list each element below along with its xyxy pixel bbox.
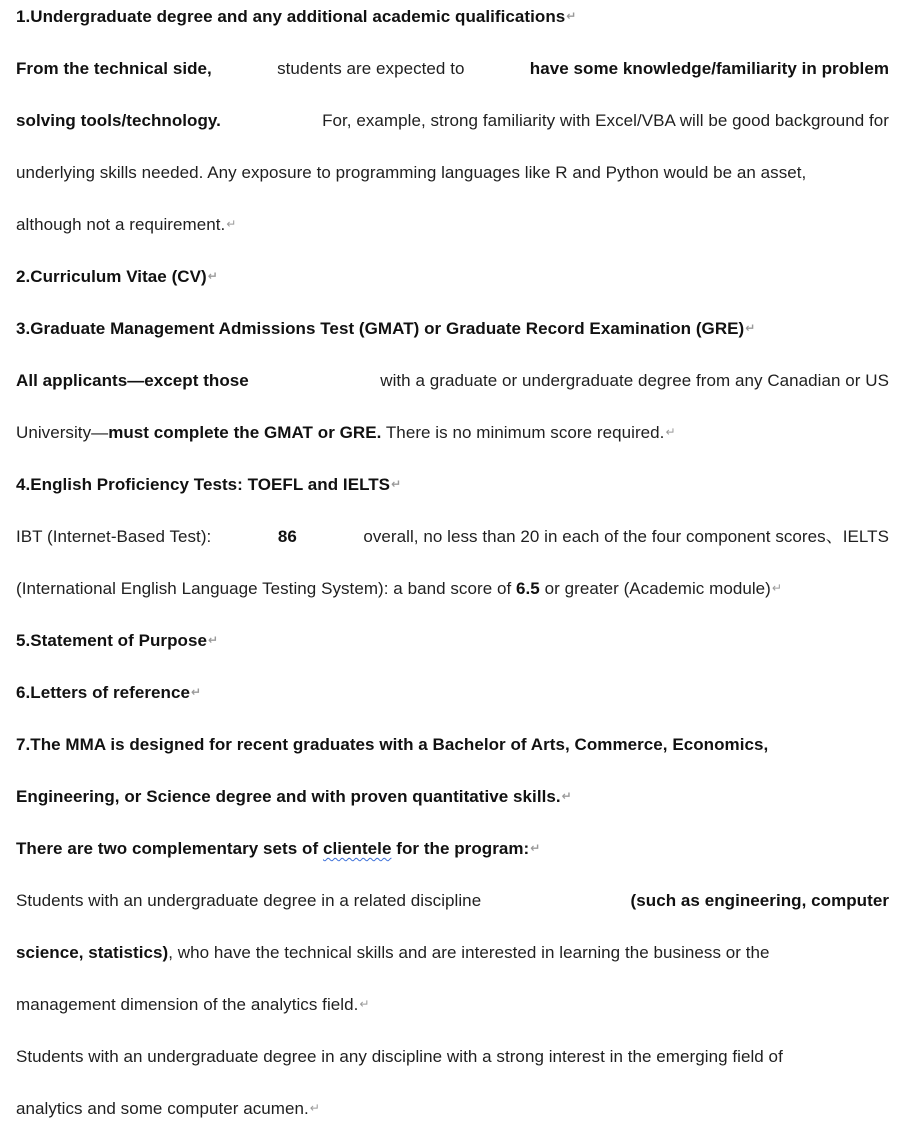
technical-side-paragraph-line4: although not a requirement.↵ xyxy=(16,215,237,234)
heading-curriculum-vitae: 2.Curriculum Vitae (CV)↵ xyxy=(16,267,218,286)
heading-letters-of-reference: 6.Letters of reference↵ xyxy=(16,683,202,702)
technical-side-paragraph-line3: underlying skills needed. Any exposure to programming languages like R and Python would be an asset, xyxy=(16,163,807,182)
clientele-two-line2: analytics and some computer acumen.↵ xyxy=(16,1099,320,1118)
clientele-one-line1: Students with an undergraduate degree in a related discipline (such as engineering, computer xyxy=(16,891,889,910)
paragraph-mark-icon: ↵ xyxy=(207,269,218,283)
paragraph-mark-icon: ↵ xyxy=(309,1101,320,1115)
paragraph-mark-icon: ↵ xyxy=(665,425,676,439)
paragraph-mark-icon: ↵ xyxy=(745,321,756,335)
spellcheck-word-clientele[interactable]: clientele xyxy=(322,839,392,858)
toefl-requirement-line1: IBT (Internet-Based Test): 86 overall, no less than 20 in each of the four component scores、IELTS xyxy=(16,527,889,546)
mma-designed-line1: 7.The MMA is designed for recent graduates with a Bachelor of Arts, Commerce, Economics, xyxy=(16,735,769,754)
paragraph-mark-icon: ↵ xyxy=(561,789,572,803)
clientele-two-line1: Students with an undergraduate degree in any discipline with a strong interest in the emerging field of xyxy=(16,1047,783,1066)
clientele-heading: There are two complementary sets of clientele for the program:↵ xyxy=(16,839,541,858)
heading-english-proficiency: 4.English Proficiency Tests: TOEFL and IELTS↵ xyxy=(16,475,402,494)
technical-side-paragraph-line2: solving tools/technology. For, example, strong familiarity with Excel/VBA will be good background for xyxy=(16,111,889,130)
technical-side-paragraph-line1: From the technical side, students are expected to have some knowledge/familiarity in problem xyxy=(16,59,889,78)
heading-statement-of-purpose: 5.Statement of Purpose↵ xyxy=(16,631,219,650)
clientele-one-line3: management dimension of the analytics field.↵ xyxy=(16,995,370,1014)
paragraph-mark-icon: ↵ xyxy=(359,997,370,1011)
paragraph-mark-icon: ↵ xyxy=(191,685,202,699)
gmat-requirement-line1: All applicants—except those with a graduate or undergraduate degree from any Canadian or US xyxy=(16,371,889,390)
ielts-requirement-line2: (International English Language Testing System): a band score of 6.5 or greater (Academic module)↵ xyxy=(16,579,782,598)
paragraph-mark-icon: ↵ xyxy=(207,633,219,647)
heading-undergraduate-degree: 1.Undergraduate degree and any additional academic qualifications↵ xyxy=(16,7,577,26)
heading-gmat-gre: 3.Graduate Management Admissions Test (GMAT) or Graduate Record Examination (GRE)↵ xyxy=(16,319,756,338)
paragraph-mark-icon: ↵ xyxy=(391,477,402,491)
paragraph-mark-icon: ↵ xyxy=(771,581,782,595)
mma-designed-line2: Engineering, or Science degree and with proven quantitative skills.↵ xyxy=(16,787,572,806)
paragraph-mark-icon: ↵ xyxy=(566,9,577,23)
clientele-one-line2: science, statistics), who have the technical skills and are interested in learning the business or the xyxy=(16,943,770,962)
paragraph-mark-icon: ↵ xyxy=(226,217,237,231)
paragraph-mark-icon: ↵ xyxy=(530,841,541,855)
gmat-requirement-line2: University—must complete the GMAT or GRE. There is no minimum score required.↵ xyxy=(16,423,676,442)
